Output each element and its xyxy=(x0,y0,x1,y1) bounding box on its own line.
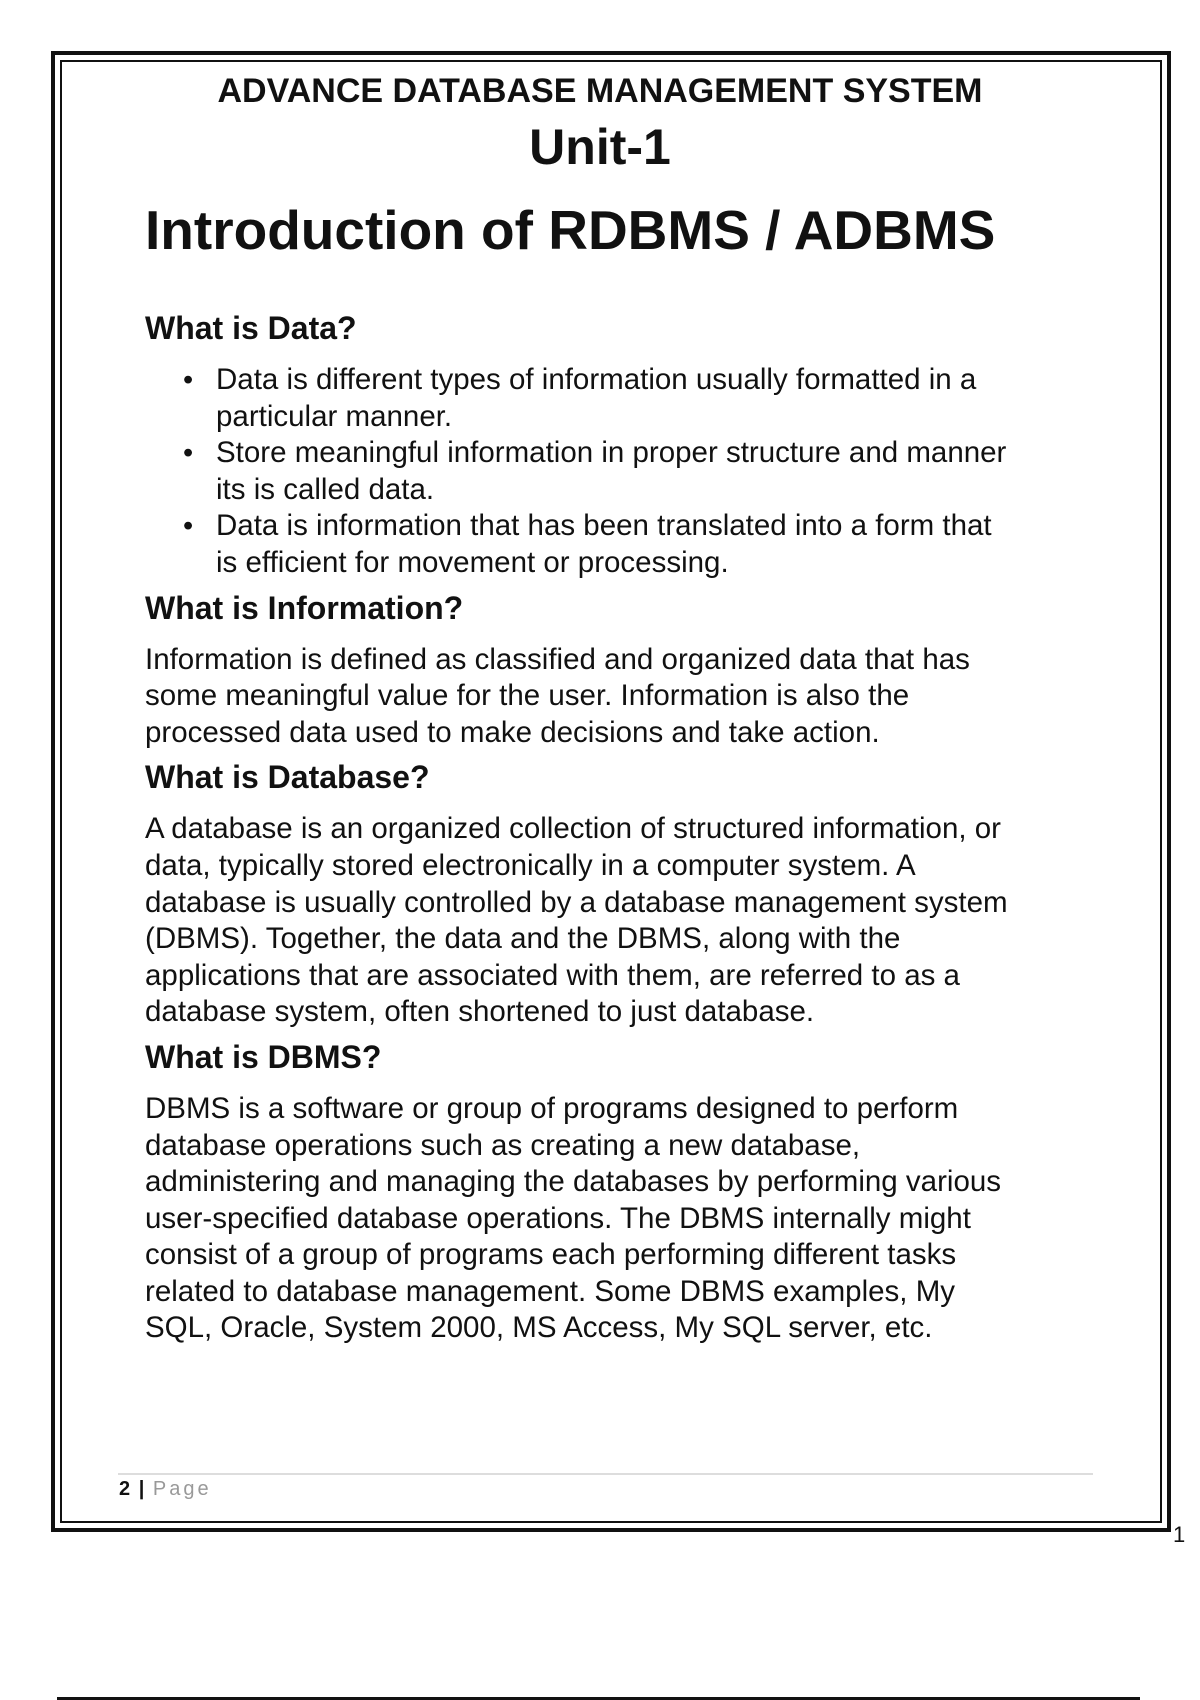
section-heading: What is Information? xyxy=(145,589,464,626)
text-line: processed data used to make decisions and take action. xyxy=(145,715,880,749)
list-item xyxy=(145,435,1085,508)
list-item xyxy=(145,508,1085,581)
paragraph xyxy=(145,1091,1085,1347)
text-line: (DBMS). Together, the data and the DBMS, along with the xyxy=(145,922,901,956)
section xyxy=(145,1037,1085,1347)
text-line: SQL, Oracle, System 2000, MS Access, My SQL server, etc. xyxy=(145,1311,933,1345)
bullet-icon: • xyxy=(183,364,194,396)
text-line: user-specified database operations. The DBMS internally might xyxy=(145,1201,971,1235)
text-line: consist of a group of programs each performing different tasks xyxy=(145,1238,957,1272)
text-line: Information is defined as classified and organized data that has xyxy=(145,642,970,676)
section xyxy=(145,308,1085,582)
document-body xyxy=(145,308,1085,1353)
page-footer xyxy=(119,1478,212,1501)
text-line: DBMS is a software or group of programs designed to perform xyxy=(145,1091,959,1125)
footer-separator: | xyxy=(138,1478,145,1500)
footer-divider xyxy=(118,1473,1093,1475)
text-line: A database is an organized collection of structured information, or xyxy=(145,812,1001,846)
text-line: Data is different types of information usually formatted in a xyxy=(216,363,977,396)
bullet-icon: • xyxy=(183,437,194,470)
text-line: Data is information that has been translated into a form that xyxy=(216,509,992,543)
text-line: particular manner. xyxy=(216,399,453,433)
section-heading: What is Data? xyxy=(145,310,357,346)
text-line: administering and managing the databases by performing various xyxy=(145,1165,1002,1199)
corner-page-number: 1 xyxy=(1173,1522,1186,1547)
text-line: database operations such as creating a new database, xyxy=(145,1128,861,1162)
text-line: data, typically stored electronically in a computer system. A xyxy=(145,848,916,882)
text-line: some meaningful value for the user. Information is also the xyxy=(145,679,910,713)
chapter-title: Introduction of RDBMS / ADBMS xyxy=(145,199,996,261)
text-line: database is usually controlled by a database management system xyxy=(145,885,1008,919)
text-line: is efficient for movement or processing. xyxy=(216,545,729,579)
text-line: related to database management. Some DBMS examples, My xyxy=(145,1274,956,1308)
text-line: Store meaningful information in proper structure and manner xyxy=(216,436,1007,470)
page-number: 2 xyxy=(119,1478,131,1500)
text-line: its is called data. xyxy=(216,472,435,506)
page-label: Page xyxy=(152,1478,212,1500)
paragraph xyxy=(145,642,1085,752)
text-line: database system, often shortened to just database. xyxy=(145,995,815,1029)
list-item xyxy=(145,362,1085,435)
section-heading: What is DBMS? xyxy=(145,1038,382,1075)
text-line: applications that are associated with them, are referred to as a xyxy=(145,958,960,992)
bullet-list xyxy=(145,362,1085,582)
section-heading: What is Database? xyxy=(145,759,430,796)
bullet-icon: • xyxy=(183,510,194,543)
section xyxy=(145,757,1085,1031)
section xyxy=(145,588,1085,752)
paragraph xyxy=(145,811,1085,1031)
unit-title: Unit-1 xyxy=(529,119,671,175)
course-title: ADVANCE DATABASE MANAGEMENT SYSTEM xyxy=(217,72,983,110)
